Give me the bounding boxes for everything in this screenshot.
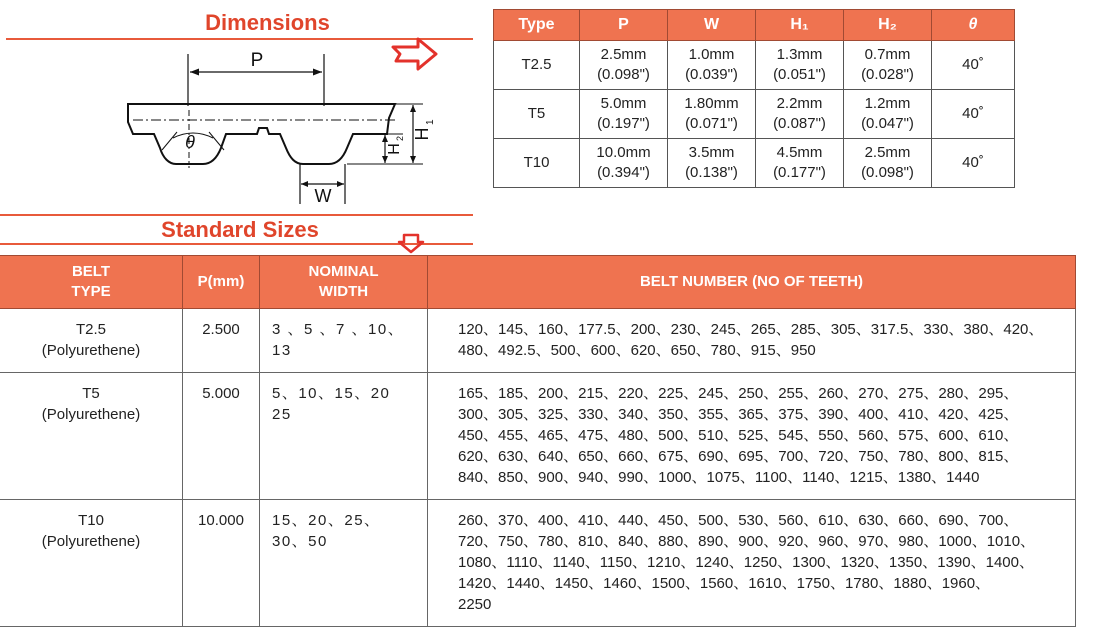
header-pitch: P(mm) [183,256,260,309]
table-row [494,90,1015,139]
belt-number-cell: 260、370、400、410、440、450、500、530、560、610、630、660、690、700、 720、750、780、810、840、880、890、900、920、960、970、980、1000、1010、 1080、1110、1140、1150、1210、1240、1250、1300、1320、1350、1390、1400、 1420、1440、1450、1460、1500、1560、1610、1750、1780、1880、1960、 2250 [428,500,1076,627]
theta-cell: 40˚ [932,41,1015,90]
type-cell: T2.5 [494,41,580,90]
table-row [0,309,1076,373]
table-row [494,139,1015,188]
belt-profile [128,104,395,164]
header-h1: H₁ [756,10,844,41]
w-cell: 1.80mm (0.071") [668,90,756,139]
theta-label: θ [185,132,195,152]
h2-label: H [386,143,403,155]
dimensions-header-row [494,10,1015,41]
header-h2: H₂ [844,10,932,41]
p-cell: 2.5mm (0.098") [580,41,668,90]
w-cell: 1.0mm (0.039") [668,41,756,90]
table-row [0,500,1076,627]
w-label: W [314,186,332,206]
header-belt-type: BELT TYPE [0,256,183,309]
table-row [494,41,1015,90]
h1-cell: 4.5mm (0.177") [756,139,844,188]
arrow-down-icon [396,232,426,254]
width-cell: 15、20、25、 30、50 [260,500,428,627]
h2-cell: 0.7mm (0.028") [844,41,932,90]
h1-label: H [412,127,432,141]
standard-sizes-title: Standard Sizes [161,217,319,242]
belt-tooth-diagram [125,44,436,206]
p-cell: 5.0mm (0.197") [580,90,668,139]
sizes-header-row [0,256,1076,309]
sizes-top-rule [0,214,473,216]
h1-subscript: 1 [425,119,436,125]
header-nominal-width: NOMINAL WIDTH [260,256,428,309]
belt-type-cell: T2.5 (Polyurethene) [0,309,183,373]
h2-subscript: 2 [395,135,405,141]
h2-cell: 1.2mm (0.047") [844,90,932,139]
pitch-cell: 2.500 [183,309,260,373]
width-cell: 5、10、15、20 25 [260,373,428,500]
header-belt-number: BELT NUMBER (NO OF TEETH) [428,256,1076,309]
belt-number-cell: 120、145、160、177.5、200、230、245、265、285、305、317.5、330、380、420、 480、492.5、500、600、620、650、780、915、950 [428,309,1076,373]
dimensions-table [493,9,1015,188]
theta-cell: 40˚ [932,139,1015,188]
header-w: W [668,10,756,41]
type-cell: T10 [494,139,580,188]
p-cell: 10.0mm (0.394") [580,139,668,188]
pitch-cell: 5.000 [183,373,260,500]
belt-number-cell: 165、185、200、215、220、225、245、250、255、260、270、275、280、295、 300、305、325、330、340、350、355、365、375、390、400、410、420、425、 450、455、465、475、480、500、510、525、545、550、560、575、600、610、 620、630、640、650、660、675、690、695、700、720、750、780、800、815、 840、850、900、940、990、1000、1075、1100、1140、1215、1380、1440 [428,373,1076,500]
standard-sizes-table [0,255,1076,627]
belt-type-cell: T5 (Polyurethene) [0,373,183,500]
width-cell: 3 、5 、7 、10、 13 [260,309,428,373]
belt-type-cell: T10 (Polyurethene) [0,500,183,627]
h1-cell: 2.2mm (0.087") [756,90,844,139]
table-row [0,373,1076,500]
dimensions-title: Dimensions [205,10,330,35]
header-theta: θ [932,10,1015,41]
header-p: P [580,10,668,41]
h1-cell: 1.3mm (0.051") [756,41,844,90]
pitch-cell: 10.000 [183,500,260,627]
p-label: P [250,50,264,71]
arrow-right-icon [390,36,440,72]
w-cell: 3.5mm (0.138") [668,139,756,188]
theta-cell: 40˚ [932,90,1015,139]
type-cell: T5 [494,90,580,139]
header-type: Type [494,10,580,41]
h2-cell: 2.5mm (0.098") [844,139,932,188]
